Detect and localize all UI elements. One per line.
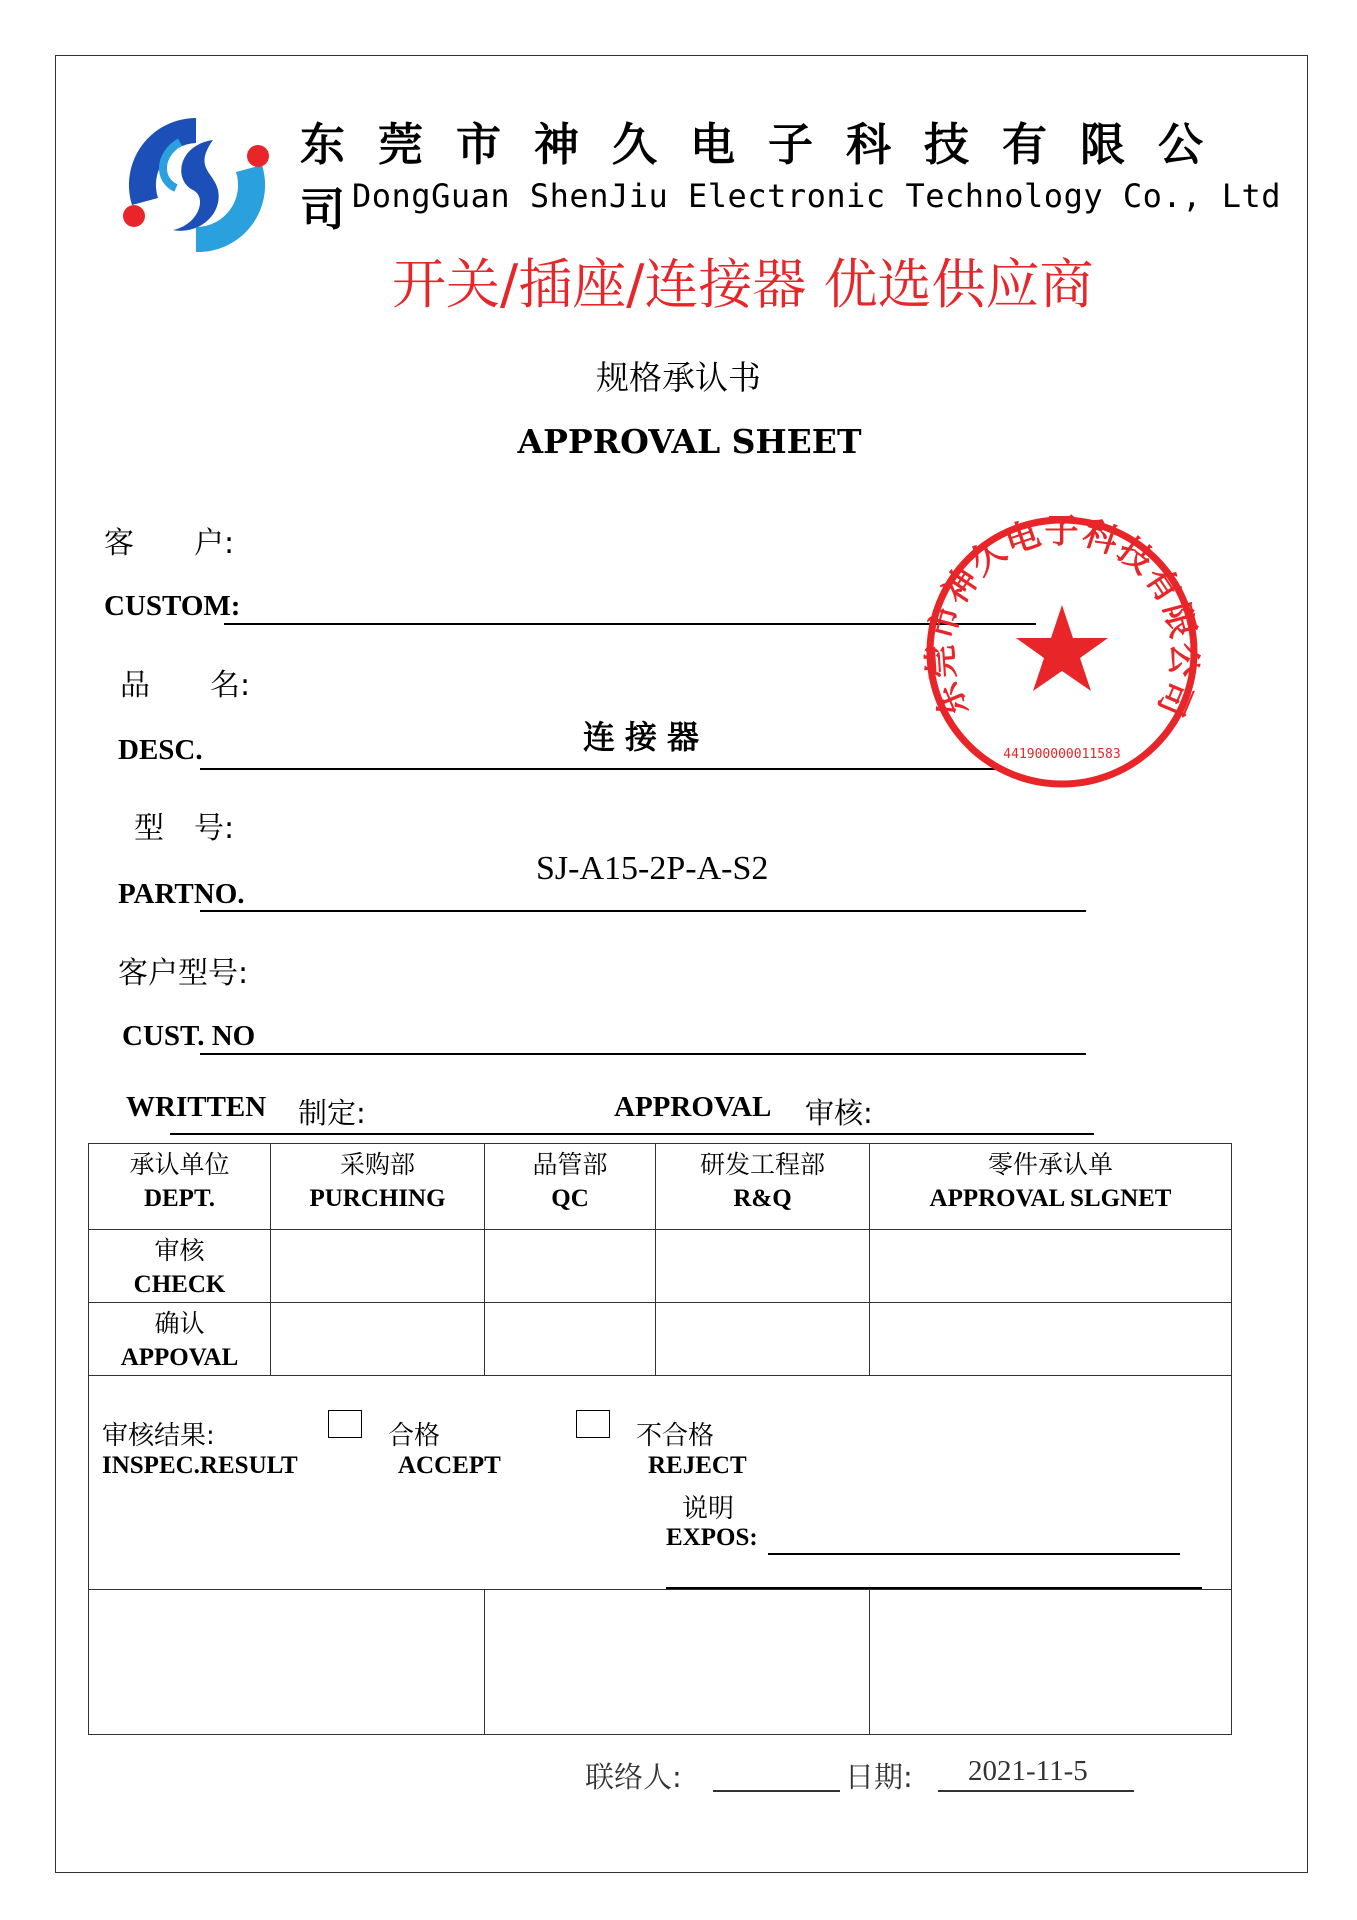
table-header-cn: 承认单位 xyxy=(129,1150,230,1179)
part-no-value: SJ-A15-2P-A-S2 xyxy=(536,850,769,887)
cust-no-underline xyxy=(200,1053,1086,1055)
approval-label-en: APPROVAL xyxy=(614,1091,772,1123)
result-label-en: INSPEC.RESULT xyxy=(102,1452,298,1479)
table-header-dept xyxy=(89,1144,271,1230)
document-title-cn: 规格承认书 xyxy=(596,358,761,397)
contact-label: 联络人: xyxy=(585,1760,682,1794)
approval-label-cn: 审核: xyxy=(805,1096,873,1130)
date-underline xyxy=(938,1790,1134,1792)
part-no-underline xyxy=(200,910,1086,912)
inspection-result-cell xyxy=(89,1376,1232,1590)
table-header-qc xyxy=(485,1144,656,1230)
table-header-en: R&Q xyxy=(733,1185,792,1212)
svg-text:441900000011583: 441900000011583 xyxy=(1003,747,1121,762)
table-cell[interactable] xyxy=(271,1303,485,1376)
company-slogan: 开关/插座/连接器 优选供应商 xyxy=(392,253,1094,316)
customer-underline xyxy=(224,623,1036,625)
date-value: 2021-11-5 xyxy=(968,1755,1088,1787)
table-row-approval xyxy=(89,1303,1232,1376)
table-cell[interactable] xyxy=(485,1303,656,1376)
written-label-en: WRITTEN xyxy=(126,1091,267,1123)
description-label-en: DESC. xyxy=(118,734,203,766)
row-label-cn: 确认 xyxy=(154,1309,205,1338)
table-row-check xyxy=(89,1230,1232,1303)
table-header-cn: 品管部 xyxy=(532,1150,608,1179)
table-row-label xyxy=(89,1230,271,1303)
cust-no-label-cn: 客户型号: xyxy=(118,956,249,991)
table-cell[interactable] xyxy=(656,1230,870,1303)
description-value: 连接器 xyxy=(583,718,710,756)
table-header-cn: 研发工程部 xyxy=(699,1150,825,1179)
customer-label-cn: 客 户: xyxy=(104,526,235,561)
table-header-row xyxy=(89,1144,1232,1230)
reject-label-cn: 不合格 xyxy=(636,1421,715,1451)
table-cell[interactable] xyxy=(485,1230,656,1303)
expos-underline-2 xyxy=(666,1587,1202,1589)
table-cell[interactable] xyxy=(870,1230,1232,1303)
signature-cell[interactable] xyxy=(89,1590,485,1735)
table-cell[interactable] xyxy=(271,1230,485,1303)
table-header-en: PURCHING xyxy=(309,1185,446,1212)
company-name-en: DongGuan ShenJiu Electronic Technology Co., Ltd xyxy=(352,177,1281,215)
row-label-en: CHECK xyxy=(133,1271,226,1298)
accept-label-en: ACCEPT xyxy=(398,1452,501,1479)
company-seal-stamp xyxy=(920,510,1205,795)
accept-checkbox[interactable] xyxy=(328,1410,362,1438)
result-label-cn: 审核结果: xyxy=(102,1421,215,1451)
inspection-result-row xyxy=(89,1376,1232,1590)
table-cell[interactable] xyxy=(870,1303,1232,1376)
company-logo xyxy=(118,110,278,260)
reject-checkbox[interactable] xyxy=(576,1410,610,1438)
row-label-cn: 审核 xyxy=(154,1236,205,1265)
expos-label-en: EXPOS: xyxy=(666,1524,758,1551)
table-header-cn: 采购部 xyxy=(339,1150,415,1179)
table-header-en: APPROVAL SLGNET xyxy=(929,1185,1172,1212)
reject-label-en: REJECT xyxy=(648,1452,747,1479)
table-header-rq xyxy=(656,1144,870,1230)
expos-underline xyxy=(768,1553,1180,1555)
contact-underline xyxy=(713,1790,840,1792)
signoff-underline xyxy=(170,1133,1094,1135)
row-label-en: APPOVAL xyxy=(120,1344,239,1371)
signature-cell[interactable] xyxy=(870,1590,1232,1735)
table-cell[interactable] xyxy=(656,1303,870,1376)
signature-row xyxy=(89,1590,1232,1735)
table-header-cn: 零件承认单 xyxy=(987,1150,1113,1179)
part-no-label-cn: 型 号: xyxy=(134,811,235,846)
table-header-en: DEPT. xyxy=(143,1185,216,1212)
customer-label-en: CUSTOM: xyxy=(104,590,241,622)
part-no-label-en: PARTNO. xyxy=(118,878,245,910)
table-header-approval-signet xyxy=(870,1144,1232,1230)
signature-cell[interactable] xyxy=(485,1590,870,1735)
description-underline xyxy=(200,768,1000,770)
description-label-cn: 品 名: xyxy=(120,668,251,703)
svg-text:东莞市神久电子科技有限公司: 东莞市神久电子科技有限公司 xyxy=(920,511,1205,724)
cust-no-label-en: CUST. NO xyxy=(122,1020,256,1052)
table-header-purchasing xyxy=(271,1144,485,1230)
date-label: 日期: xyxy=(845,1760,913,1794)
expos-label-cn: 说明 xyxy=(682,1494,735,1524)
table-row-label xyxy=(89,1303,271,1376)
written-label-cn: 制定: xyxy=(298,1096,366,1130)
document-title-en: APPROVAL SHEET xyxy=(517,422,862,461)
table-header-en: QC xyxy=(551,1185,589,1212)
accept-label-cn: 合格 xyxy=(388,1421,441,1451)
company-name-cn: 东莞市神久电子科技有限公司 xyxy=(300,118,1237,236)
